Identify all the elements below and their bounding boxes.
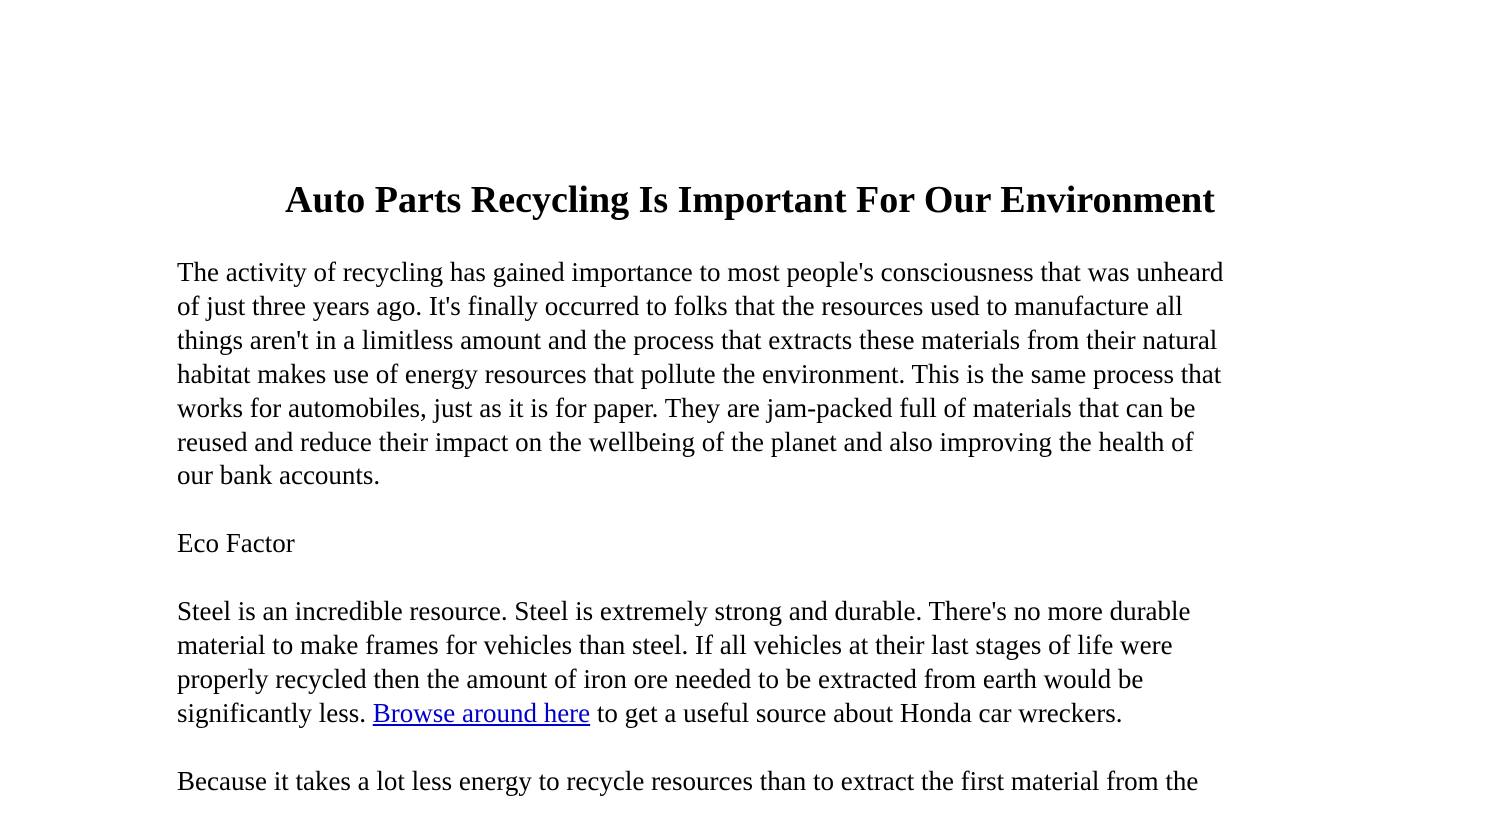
text-fragment: to get a useful source about Honda car wreckers. <box>590 697 1123 728</box>
text-line: properly recycled then the amount of iron ore needed to be extracted from earth would be <box>177 663 1144 694</box>
browse-around-here-link[interactable]: Browse around here <box>372 697 591 728</box>
steel-paragraph <box>177 595 1322 731</box>
document-body <box>177 256 1322 832</box>
energy-paragraph <box>177 765 1322 799</box>
text-line: Steel is an incredible resource. Steel is extremely strong and durable. There's no more durable <box>177 596 1191 627</box>
text-line: of just three years ago. It's finally occurred to folks that the resources used to manufacture all <box>177 290 1183 321</box>
text-line: works for automobiles, just as it is for paper. They are jam-packed full of materials that can be <box>177 392 1196 423</box>
section-heading-eco-factor: Eco Factor <box>177 528 295 559</box>
text-line <box>177 697 1322 731</box>
text-line: The activity of recycling has gained importance to most people's consciousness that was unheard <box>177 257 1224 287</box>
text-line: things aren't in a limitless amount and the process that extracts these materials from their natural <box>177 324 1218 355</box>
text-line: Because it takes a lot less energy to recycle resources than to extract the first material from the <box>177 765 1199 796</box>
text-line: our bank accounts. <box>177 460 381 491</box>
text-line: material to make frames for vehicles than steel. If all vehicles at their last stages of life were <box>177 629 1173 660</box>
text-fragment: significantly less. <box>177 697 373 728</box>
document-title: Auto Parts Recycling Is Important For Our Environment <box>285 179 1215 221</box>
text-line: habitat makes use of energy resources that pollute the environment. This is the same process that <box>177 358 1222 389</box>
intro-paragraph <box>177 256 1322 493</box>
text-line: reused and reduce their impact on the wellbeing of the planet and also improving the health of <box>177 426 1194 457</box>
